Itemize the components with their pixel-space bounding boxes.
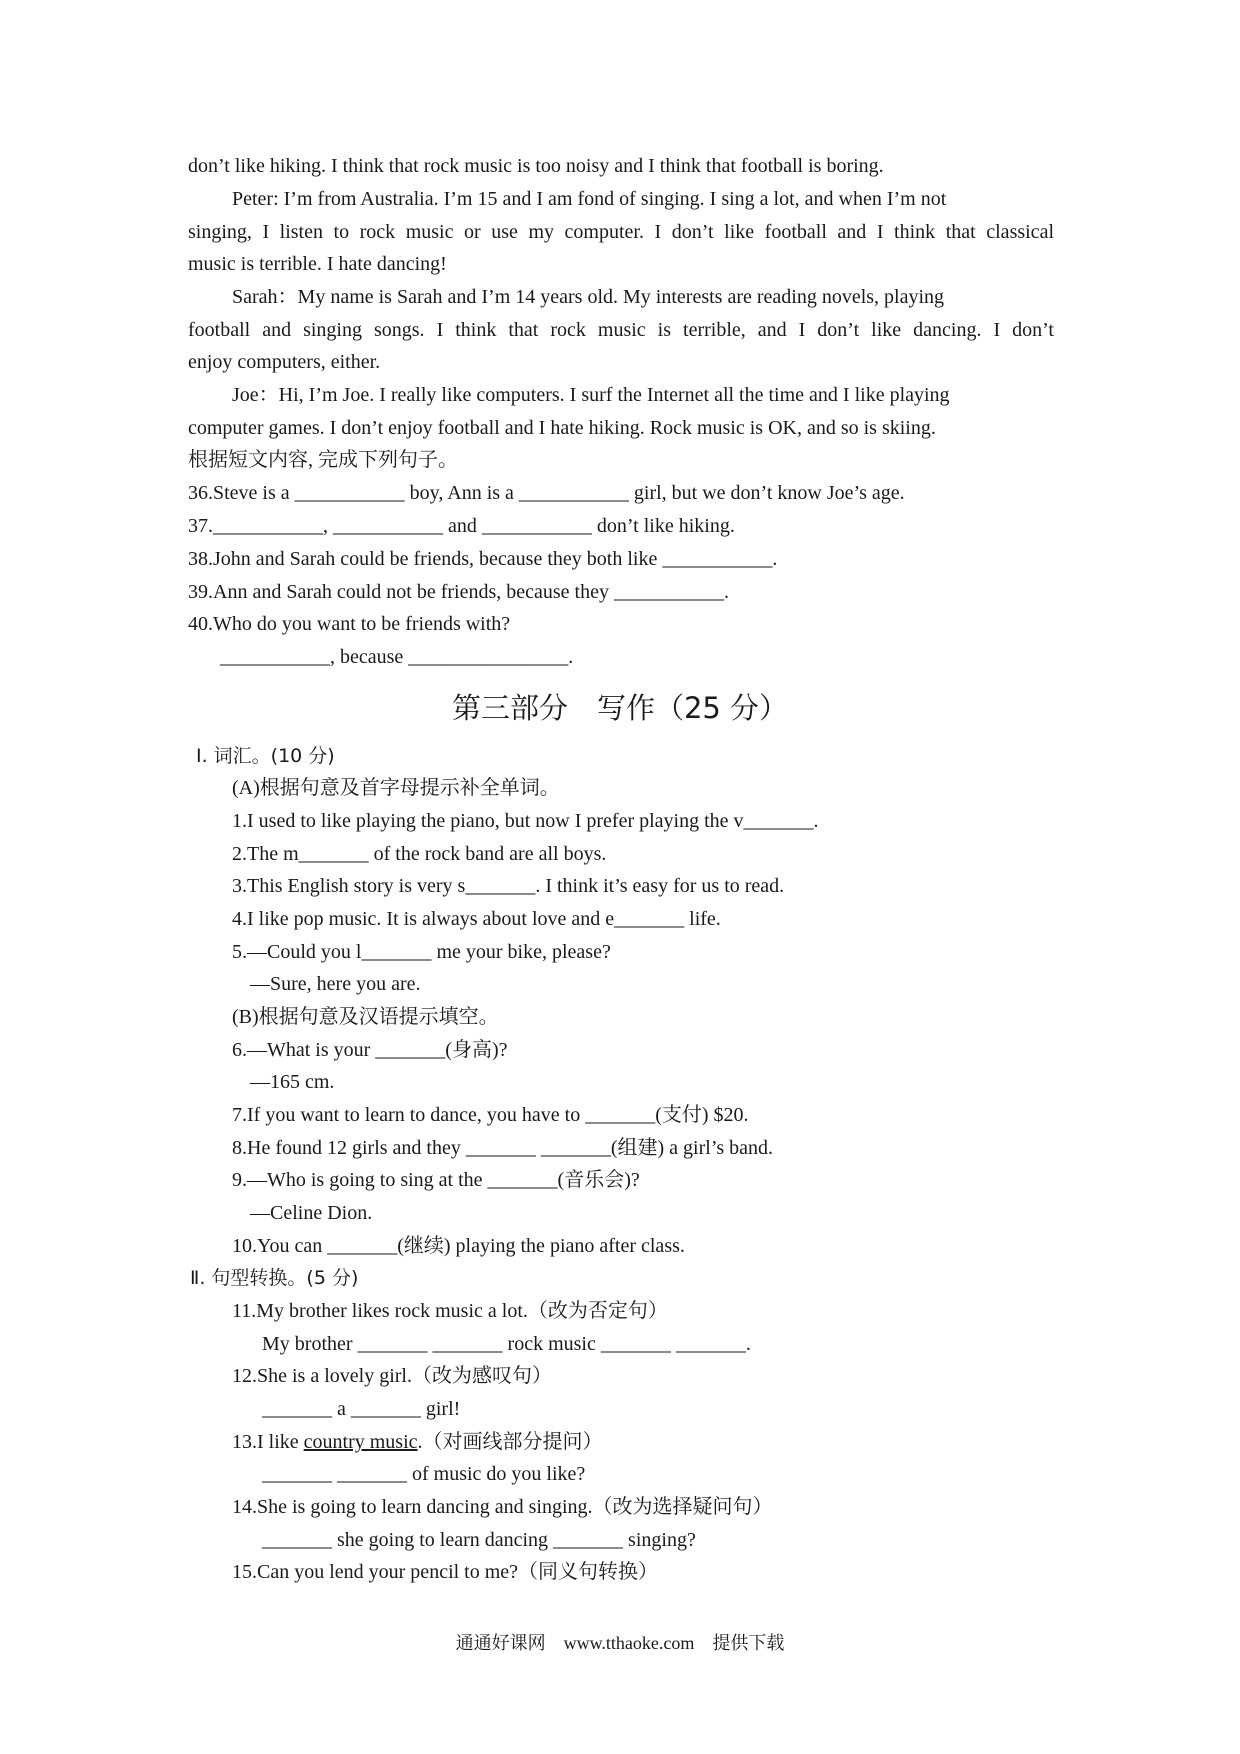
vocab-item-5-reply: —Sure, here you are. — [250, 973, 421, 995]
question-39: 39.Ann and Sarah could not be friends, because they ___________. — [188, 581, 729, 603]
vocab-item-6: 6.—What is your _______(身高)? — [232, 1039, 508, 1061]
passage-joe-line: computer games. I don’t enjoy football and I hate hiking. Rock music is OK, and so is skiing. — [188, 417, 936, 439]
transform-item-13 — [232, 1430, 603, 1454]
vocab-a-instruction: (A)根据句意及首字母提示补全单词。 — [232, 777, 560, 799]
question-40-answer: ___________, because ________________. — [220, 646, 574, 668]
vocab-item-6-reply: —165 cm. — [250, 1071, 335, 1093]
passage-peter-line: singing, I listen to rock music or use my computer. I don’t like football and I think that classical — [188, 221, 1054, 243]
vocab-item-9: 9.—Who is going to sing at the _______(音乐会)? — [232, 1169, 640, 1191]
question-36: 36.Steve is a ___________ boy, Ann is a ___________ girl, but we don’t know Joe’s age. — [188, 482, 905, 504]
part-title: 第三部分 写作（25 分） — [451, 691, 789, 725]
passage-line: don’t like hiking. I think that rock music is too noisy and I think that football is boring. — [188, 155, 884, 177]
passage-sarah-line: enjoy computers, either. — [188, 351, 381, 373]
transform-item-14-answer: _______ she going to learn dancing _______ singing? — [262, 1529, 696, 1551]
passage-peter-line: music is terrible. I hate dancing! — [188, 253, 447, 275]
vocab-item-4: 4.I like pop music. It is always about love and e_______ life. — [232, 908, 721, 930]
vocab-b-instruction: (B)根据句意及汉语提示填空。 — [232, 1006, 499, 1028]
transform-item-15: 15.Can you lend your pencil to me?（同义句转换） — [232, 1561, 659, 1583]
vocab-heading: Ⅰ. 词汇。(10 分) — [196, 745, 335, 767]
underlined-phrase: country music — [303, 1431, 418, 1453]
page-footer: 通通好课网 www.tthaoke.com 提供下载 — [455, 1633, 785, 1653]
vocab-item-7: 7.If you want to learn to dance, you have to _______(支付) $20. — [232, 1104, 749, 1126]
transform-item-12: 12.She is a lovely girl.（改为感叹句） — [232, 1365, 552, 1387]
transform-item-12-answer: _______ a _______ girl! — [262, 1398, 461, 1420]
transform-item-13-answer: _______ _______ of music do you like? — [262, 1463, 586, 1485]
vocab-item-2: 2.The m_______ of the rock band are all boys. — [232, 843, 607, 865]
passage-sarah-line: football and singing songs. I think that rock music is terrible, and I don’t like dancing. I don’t — [188, 319, 1054, 341]
transform-item-11: 11.My brother likes rock music a lot.（改为否定句） — [232, 1300, 668, 1322]
question-40: 40.Who do you want to be friends with? — [188, 613, 511, 635]
question-37: 37.___________, ___________ and ___________ don’t like hiking. — [188, 515, 735, 537]
vocab-item-5: 5.—Could you l_______ me your bike, please? — [232, 941, 611, 963]
question-38: 38.John and Sarah could be friends, because they both like ___________. — [188, 548, 778, 570]
vocab-item-8: 8.He found 12 girls and they _______ _______(组建) a girl’s band. — [232, 1137, 774, 1159]
reading-instruction: 根据短文内容, 完成下列句子。 — [188, 449, 458, 471]
passage-peter-line: Peter: I’m from Australia. I’m 15 and I am fond of singing. I sing a lot, and when I’m not — [232, 188, 947, 210]
transform-heading: Ⅱ. 句型转换。(5 分) — [190, 1267, 359, 1289]
passage-sarah-line: Sarah：My name is Sarah and I’m 14 years old. My interests are reading novels, playing — [232, 286, 945, 308]
transform-item-13-prefix: 13.I like — [232, 1431, 304, 1453]
vocab-item-9-reply: —Celine Dion. — [250, 1202, 373, 1224]
vocab-item-3: 3.This English story is very s_______. I think it’s easy for us to read. — [232, 875, 785, 897]
transform-item-13-suffix: .（对画线部分提问） — [417, 1431, 603, 1453]
transform-item-11-answer: My brother _______ _______ rock music _______ _______. — [262, 1333, 751, 1355]
transform-item-14: 14.She is going to learn dancing and singing.（改为选择疑问句） — [232, 1496, 773, 1518]
vocab-item-10: 10.You can _______(继续) playing the piano after class. — [232, 1235, 685, 1257]
passage-joe-line: Joe：Hi, I’m Joe. I really like computers. I surf the Internet all the time and I like playing — [232, 384, 950, 406]
vocab-item-1: 1.I used to like playing the piano, but now I prefer playing the v_______. — [232, 810, 819, 832]
